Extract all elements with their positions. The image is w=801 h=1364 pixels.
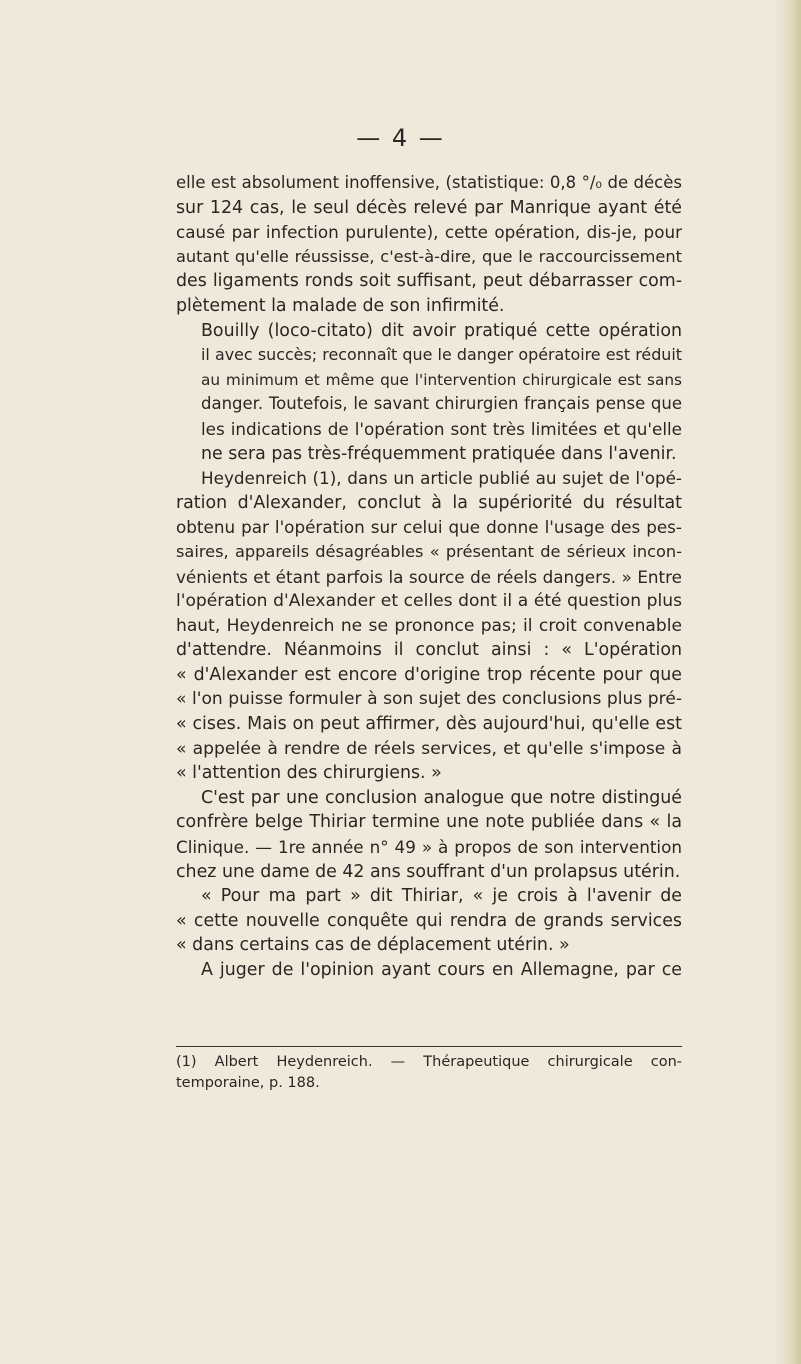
text-line: causé par infection purulente), cette opération, dis-je, pour [176, 222, 682, 243]
footnote [176, 1052, 682, 1094]
text-line: des ligaments ronds soit suffisant, peut débarrasser com- [176, 271, 682, 292]
footnote-rule [176, 1046, 682, 1047]
text-line: danger. Toutefois, le savant chirurgien français pense que [201, 394, 682, 414]
text-line: elle est absolument inoffensive, (statistique: 0,8 °/₀ de décès [176, 173, 682, 192]
text-line: plètement la malade de son infirmité. [176, 295, 505, 316]
text-line: au minimum et même que l'intervention chirurgicale est sans [201, 370, 682, 389]
text-line: haut, Heydenreich ne se prononce pas; il croit convenable [176, 615, 682, 636]
paragraph-4 [176, 786, 682, 884]
paragraph-5 [176, 884, 682, 958]
text-line: sur 124 cas, le seul décès relevé par Manrique ayant été [176, 197, 682, 218]
text-line: « d'Alexander est encore d'origine trop récente pour que [176, 664, 682, 685]
text-line: obtenu par l'opération sur celui que donne l'usage des pes- [176, 517, 682, 538]
text-line: Bouilly (loco-citato) dit avoir pratiqué cette opération [201, 320, 682, 341]
paragraph-1 [176, 171, 682, 319]
paragraph-3 [176, 466, 682, 786]
body-text [176, 171, 682, 983]
text-line: d'attendre. Néanmoins il conclut ainsi : « L'opération [176, 640, 682, 661]
text-line: « l'on puisse formuler à son sujet des conclusions plus pré- [176, 689, 682, 710]
text-line: saires, appareils désagréables « présentant de sérieux incon- [176, 541, 682, 561]
text-line: « Pour ma part » dit Thiriar, « je crois à l'avenir de [201, 886, 682, 907]
text-line: Heydenreich (1), dans un article publié au sujet de l'opé- [201, 468, 682, 489]
page-edge-shadow [773, 0, 801, 1364]
text-line: l'opération d'Alexander et celles dont il a été question plus [176, 591, 682, 612]
text-line: les indications de l'opération sont très limitées et qu'elle [201, 418, 682, 439]
text-line: chez une dame de 42 ans souffrant d'un prolapsus utérin. [176, 861, 681, 882]
text-line: autant qu'elle réussisse, c'est-à-dire, que le raccourcissement [176, 246, 682, 266]
text-line: il avec succès; reconnaît que le danger opératoire est réduit [201, 345, 682, 365]
page-number: — 4 — [356, 124, 445, 152]
text-line: C'est par une conclusion analogue que notre distingué [201, 787, 682, 808]
footnote-line: (1) Albert Heydenreich. — Thérapeutique chirurgicale con- [176, 1054, 682, 1070]
text-line: « appelée à rendre de réels services, et qu'elle s'impose à [176, 738, 682, 759]
text-line: A juger de l'opinion ayant cours en Allemagne, par ce [201, 960, 682, 980]
text-line: vénients et étant parfois la source de réels dangers. » Entre [176, 566, 682, 587]
text-line: ration d'Alexander, conclut à la supériorité du résultat [176, 492, 682, 513]
text-line: « l'attention des chirurgiens. » [176, 763, 442, 784]
text-line: « cises. Mais on peut affirmer, dès aujourd'hui, qu'elle est [176, 714, 682, 735]
text-line: « cette nouvelle conquête qui rendra de grands services [176, 910, 682, 931]
paragraph-2 [176, 319, 682, 467]
footnote-line: temporaine, p. 188. [176, 1075, 320, 1091]
text-line: « dans certains cas de déplacement utérin. » [176, 935, 570, 956]
text-line: ne sera pas très-fréquemment pratiquée dans l'avenir. [201, 443, 677, 464]
text-line: Clinique. — 1re année n° 49 » à propos de son intervention [176, 837, 682, 858]
paragraph-6 [176, 958, 682, 983]
text-line: confrère belge Thiriar termine une note publiée dans « la [176, 812, 682, 833]
